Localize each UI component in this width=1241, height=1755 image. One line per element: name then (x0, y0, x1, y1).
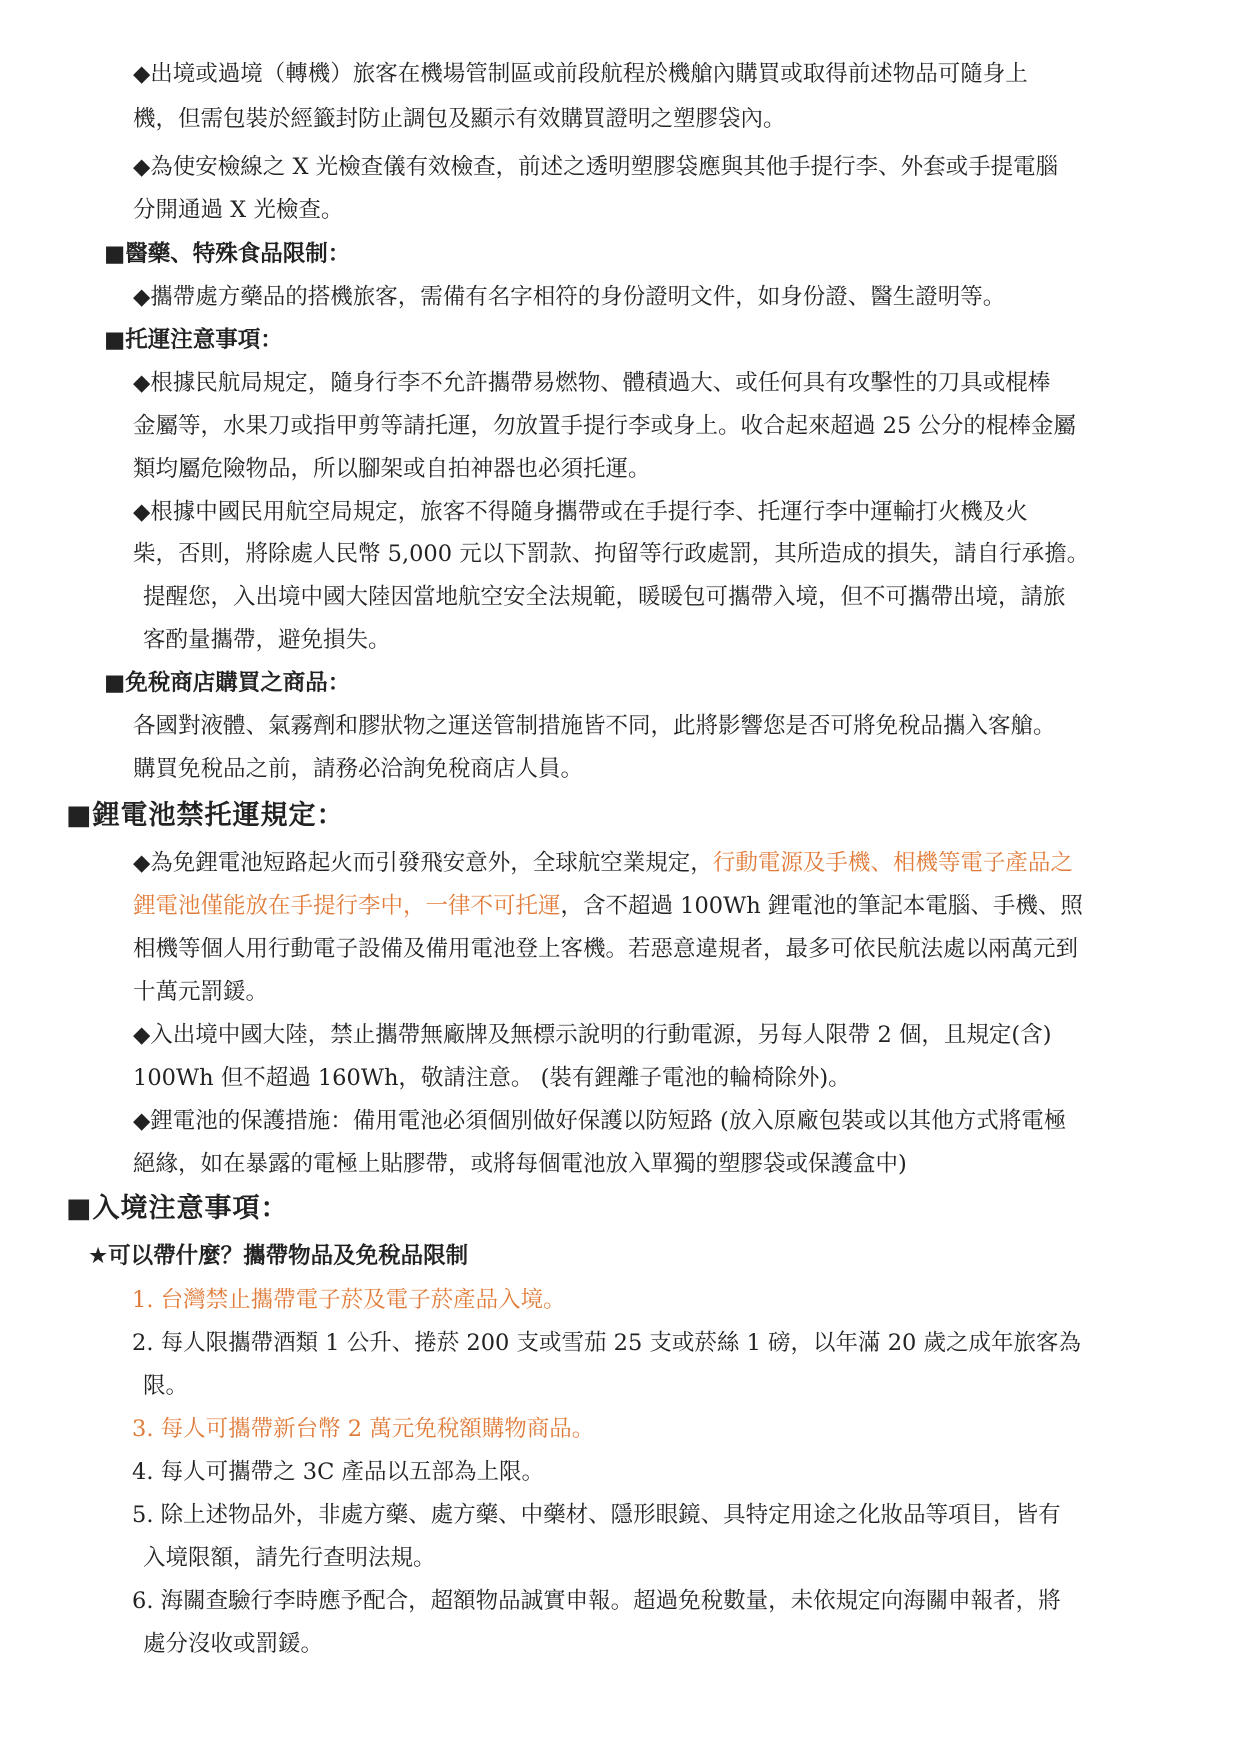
list-item: 5. 除上述物品外，非處方藥、處方藥、中藥材、隱形眼鏡、具特定用途之化妝品等項目，皆有 (132, 1502, 1061, 1528)
paragraph-line: ◆根據民航局規定，隨身行李不允許攜帶易燃物、體積過大、或任何具有攻擊性的刀具或棍棒 (133, 370, 1051, 396)
section-heading-medicine: ■醫藥、特殊食品限制： (104, 241, 351, 267)
paragraph-line: 客酌量攜帶，避免損失。 (143, 627, 391, 653)
paragraph-line: ◆入出境中國大陸，禁止攜帶無廠牌及無標示說明的行動電源，另每人限帶 2 個，且規定(含) (133, 1022, 1052, 1048)
paragraph-line: 提醒您，入出境中國大陸因當地航空安全法規範，暖暖包可攜帶入境，但不可攜帶出境，請旅 (143, 584, 1066, 610)
paragraph-text: ，含不超過 100Wh 鋰電池的筆記本電腦、手機、照 (560, 893, 1083, 919)
list-item: 6. 海關查驗行李時應予配合，超額物品誠實申報。超過免稅數量，未依規定向海關申報者，將 (132, 1588, 1061, 1614)
section-heading-checkin: ■托運注意事項： (104, 327, 283, 353)
section-heading-lithium: ■鋰電池禁托運規定： (66, 800, 345, 831)
paragraph-line: 絕緣，如在暴露的電極上貼膠帶，或將每個電池放入單獨的塑膠袋或保護盒中) (133, 1151, 907, 1177)
paragraph-text: ◆為免鋰電池短路起火而引發飛安意外，全球航空業規定， (133, 850, 713, 876)
paragraph-line: ◆攜帶處方藥品的搭機旅客，需備有名字相符的身份證明文件，如身份證、醫生證明等。 (133, 284, 1006, 310)
paragraph-line: 分開通過 X 光檢查。 (133, 197, 344, 223)
paragraph-line (133, 891, 1083, 921)
paragraph-line: 十萬元罰鍰。 (133, 979, 269, 1005)
list-item: 4. 每人可攜帶之 3C 產品以五部為上限。 (132, 1459, 544, 1485)
paragraph-line: ◆出境或過境（轉機）旅客在機場管制區或前段航程於機艙內購買或取得前述物品可隨身上 (133, 61, 1028, 87)
paragraph-line: 柴，否則，將除處人民幣 5,000 元以下罰款、拘留等行政處罰，其所造成的損失，請自行承擔。 (133, 541, 1090, 567)
highlight-text: 鋰電池僅能放在手提行李中，一律不可托運 (133, 893, 561, 919)
paragraph-line: 機，但需包裝於經籤封防止調包及顯示有效購買證明之塑膠袋內。 (133, 106, 786, 132)
paragraph-line: 各國對液體、氣霧劑和膠狀物之運送管制措施皆不同，此將影響您是否可將免稅品攜入客艙。 (133, 713, 1056, 739)
paragraph-line: 金屬等，水果刀或指甲剪等請托運，勿放置手提行李或身上。收合起來超過 25 公分的棍棒金屬 (133, 413, 1076, 439)
paragraph-line: 100Wh 但不超過 160Wh，敬請注意。 (裝有鋰離子電池的輪椅除外)。 (133, 1065, 851, 1091)
section-heading-entry: ■入境注意事項： (66, 1193, 289, 1224)
paragraph-line (133, 848, 1073, 878)
section-heading-dutyfree: ■免稅商店購買之商品： (104, 670, 351, 696)
highlight-text: 行動電源及手機、相機等電子產品之 (712, 850, 1073, 876)
paragraph-line: 類均屬危險物品，所以腳架或自拍神器也必須托運。 (133, 456, 651, 482)
paragraph-line: 購買免稅品之前，請務必洽詢免稅商店人員。 (133, 756, 584, 782)
list-item: 3. 每人可攜帶新台幣 2 萬元免稅額購物商品。 (132, 1416, 595, 1442)
list-item-continuation: 入境限額，請先行查明法規。 (143, 1545, 436, 1571)
paragraph-line: 相機等個人用行動電子設備及備用電池登上客機。若惡意違規者，最多可依民航法處以兩萬元到 (133, 936, 1079, 962)
entry-subheading: ★可以帶什麼？攜帶物品及免稅品限制 (88, 1243, 469, 1269)
list-item: 2. 每人限攜帶酒類 1 公升、捲菸 200 支或雪茄 25 支或菸絲 1 磅，以年滿 20 歲之成年旅客為 (132, 1330, 1081, 1356)
list-item-continuation: 限。 (143, 1373, 189, 1399)
list-item: 1. 台灣禁止攜帶電子菸及電子菸產品入境。 (132, 1287, 566, 1313)
paragraph-line: ◆根據中國民用航空局規定，旅客不得隨身攜帶或在手提行李、托運行李中運輸打火機及火 (133, 499, 1028, 525)
paragraph-line: ◆鋰電池的保護措施：備用電池必須個別做好保護以防短路 (放入原廠包裝或以其他方式將電極 (133, 1108, 1067, 1134)
list-item-continuation: 處分沒收或罰鍰。 (143, 1631, 324, 1657)
paragraph-line: ◆為使安檢線之 X 光檢查儀有效檢查，前述之透明塑膠袋應與其他手提行李、外套或手提電腦 (133, 154, 1059, 180)
